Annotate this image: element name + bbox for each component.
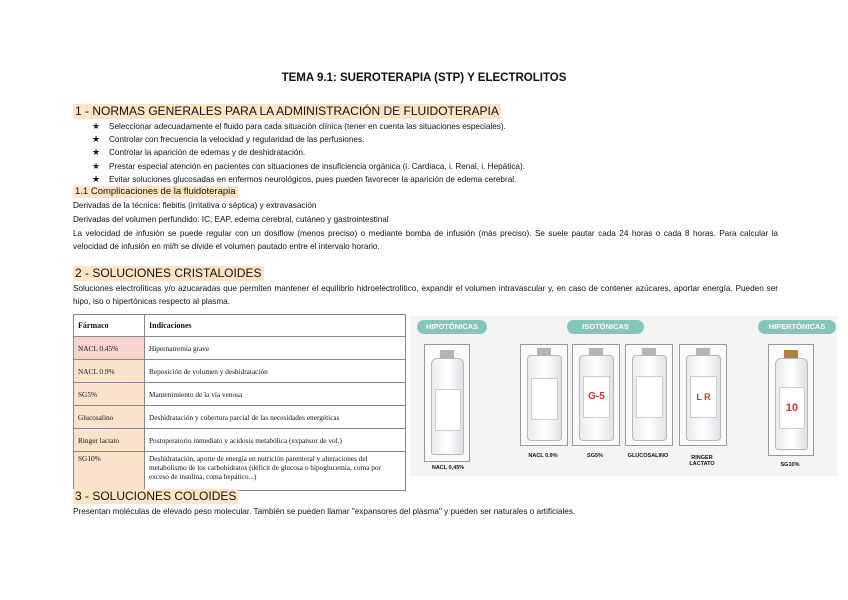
bottle-photo [679,344,727,446]
table-row [74,452,406,491]
indicacion-cell: Mantenimiento de la vía venosa [145,383,406,406]
bottle-nacl-045-icon [431,358,464,455]
complications-volume: Derivadas del volumen perfundido: IC, EAP, edema cerebral, cutáneo y gastrointestinal [73,215,389,224]
section-1-heading: 1 - NORMAS GENERALES PARA LA ADMINISTRACIÓN DE FLUIDOTERAPIA [75,104,499,118]
star-bullet-icon: ★ [92,147,101,158]
table-row [74,429,406,452]
list-item: ★ Prestar especial atención en pacientes con situaciones de insuficiencia orgánica (i. Cardiaca, i. Renal, i. Hepática). [92,160,525,173]
indicacion-cell: Reposición de volumen y deshidratación [145,360,406,383]
bottle-photo [424,344,470,462]
list-item: ★ Seleccionar adecuadamente el fluido para cada situación clínica (tener en cuenta las situaciones especiales). [92,120,525,133]
header-indicaciones: Indicaciones [145,315,406,337]
table-row [74,406,406,429]
section-3-heading: 3 - SOLUCIONES COLOIDES [75,489,237,503]
norms-list [92,120,525,186]
bottle-sg5-icon: G-5 [579,355,614,441]
crystalloid-paragraph: Soluciones electrolíticas y/o azucaradas que permiten mantener el equilibrio hidroelectrolítico, expandir el volumen intravascular y, en caso de contener azúcares, aportar energía. Pueden ser hipo, iso o hipertónicas respecto al plasma. [73,284,778,306]
list-item: ★ Controlar con frecuencia la velocidad y regularidad de las perfusiones. [92,133,525,146]
tag-hipertonicas: HIPERTÓNICAS [758,320,836,334]
bottle-nacl-09-icon [527,355,562,441]
indicacion-cell: Postoperatorio inmediato y acidosis metabólica (expansor de vol.) [145,429,406,452]
header-farmaco: Fármaco [74,315,145,337]
list-item: ★ Evitar soluciones glucosadas en enfermos neurológicos, pues pueden favorecer la aparición de edema cerebral. [92,173,525,186]
farmaco-cell: NACL 0.45% [74,337,145,360]
farmaco-cell: SG10% [74,452,145,491]
indicacion-cell: Deshidratación, aporte de energía en nutrición parenteral y alteraciones del metabolismo de los carbohidratos (déficit de glucosa o hipoglucemia, coma por exceso de insulina, coma hepático...) [145,452,406,491]
tag-isotonicas: ISOTÓNICAS [567,320,644,334]
complications-subheading: 1.1 Complicaciones de la fluidoterapia [75,186,236,197]
list-item: ★ Controlar la aparición de edemas y de deshidratación. [92,146,525,159]
caption-nacl-09: NACL 0.9% [528,453,558,459]
caption-glucosalino: GLUCOSALINO [627,453,669,459]
farmaco-cell: NACL 0.9% [74,360,145,383]
crystalloid-table [73,314,406,491]
caption-ringer-lactato: RINGER LACTATO [689,455,715,467]
table-row [74,337,406,360]
section-2-heading: 2 - SOLUCIONES CRISTALOIDES [75,266,262,280]
document-title: TEMA 9.1: SUEROTERAPIA (STP) Y ELECTROLITOS [281,72,567,84]
indicacion-cell: Deshidratación y cobertura parcial de las necesidades energéticas [145,406,406,429]
bottle-photo [625,344,673,446]
table-header-row [74,315,406,337]
bottle-photo [768,344,814,456]
bottle-glucosalino-icon [632,355,667,441]
caption-sg5: SG5% [587,453,603,459]
bottle-photo [520,344,568,446]
tag-hipotonicas: HIPOTÓNICAS [417,320,487,334]
infusion-paragraph: La velocidad de infusión se puede regular con un dosiflow (menos preciso) o mediante bomba de infusión (más preciso). Se suele pautar cada 24 horas o cada 8 horas. Para calcular la velocidad de infusión en ml/h se divide el volumen pautado entre el intervalo horario. [73,229,778,251]
colloid-paragraph: Presentan moléculas de elevado peso molecular. También se pueden llamar "expansores del plasma" y pueden ser naturales o artificiales. [73,507,576,516]
star-bullet-icon: ★ [92,134,101,145]
table-row [74,360,406,383]
complications-technique: Derivadas de la técnica: flebitis (irritativa o séptica) y extravasación [73,201,317,210]
farmaco-cell: Glucosalino [74,406,145,429]
table-row [74,383,406,406]
bottle-sg10-icon: 10 [775,358,808,450]
star-bullet-icon: ★ [92,160,101,171]
star-bullet-icon: ★ [92,173,101,184]
caption-sg10: SG10% [780,462,800,468]
farmaco-cell: SG5% [74,383,145,406]
caption-nacl-045: NACL 0,45% [431,465,465,471]
indicacion-cell: Hipernatremia grave [145,337,406,360]
farmaco-cell: Ringer lactato [74,429,145,452]
bottle-ringer-lactato-icon: L R [686,355,721,441]
bottle-photo [572,344,620,446]
star-bullet-icon: ★ [92,121,101,131]
